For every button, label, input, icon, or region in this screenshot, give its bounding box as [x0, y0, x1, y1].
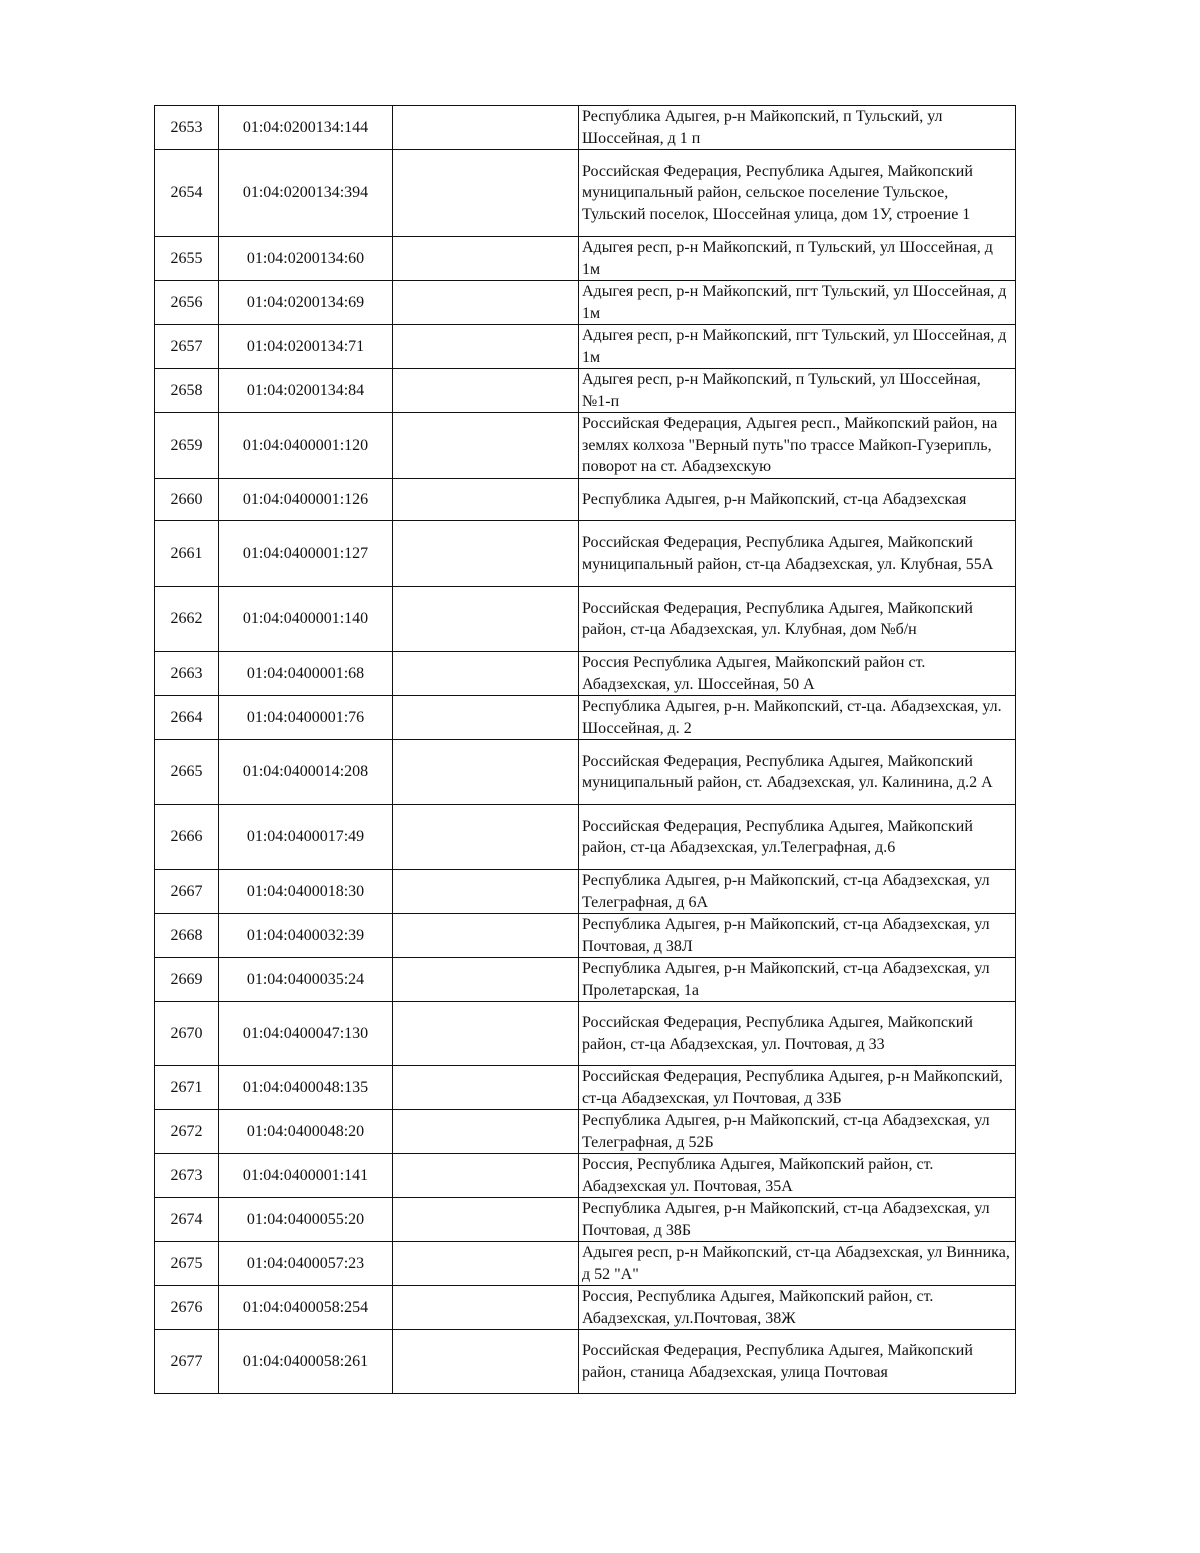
table-row	[155, 413, 1016, 479]
address-text: Республика Адыгея, р-н Майкопский, ст-ца Абадзехская	[582, 490, 967, 508]
empty-cell	[393, 1330, 579, 1394]
row-number-text: 2667	[170, 882, 203, 900]
address-text: Российская Федерация, Республика Адыгея, Майкопский район, станица Абадзехская, улица Почтовая	[582, 1342, 973, 1381]
table-row	[155, 479, 1016, 521]
cadastral-number-text: 01:04:0200134:394	[242, 184, 369, 202]
row-number-text: 2671	[170, 1078, 203, 1096]
row-number-cell	[155, 1198, 219, 1242]
empty-cell	[393, 805, 579, 870]
row-number-text: 2657	[170, 337, 203, 355]
cadastral-number-cell	[219, 281, 393, 325]
empty-cell	[393, 914, 579, 958]
table-row	[155, 1330, 1016, 1394]
row-number-text: 2663	[170, 664, 203, 682]
address-text: Республика Адыгея, р-н Майкопский, ст-ца Абадзехская, ул Почтовая, д 38Л	[582, 916, 990, 955]
cadastral-number-cell	[219, 958, 393, 1002]
address-cell	[579, 1066, 1016, 1110]
cadastral-number-text: 01:04:0200134:144	[242, 118, 369, 136]
address-cell	[579, 958, 1016, 1002]
empty-cell	[393, 958, 579, 1002]
address-cell	[579, 150, 1016, 237]
cadastral-number-text: 01:04:0400017:49	[246, 828, 365, 846]
table-row	[155, 587, 1016, 652]
address-cell	[579, 1154, 1016, 1198]
row-number-text: 2677	[170, 1352, 203, 1370]
address-cell	[579, 325, 1016, 369]
table-row	[155, 958, 1016, 1002]
row-number-text: 2675	[170, 1254, 203, 1272]
address-cell	[579, 587, 1016, 652]
row-number-cell	[155, 1110, 219, 1154]
cadastral-number-text: 01:04:0400057:23	[246, 1254, 365, 1272]
table-row	[155, 150, 1016, 237]
cadastral-number-text: 01:04:0400055:20	[246, 1210, 365, 1228]
row-number-text: 2653	[170, 118, 203, 136]
row-number-cell	[155, 281, 219, 325]
empty-cell	[393, 479, 579, 521]
cadastral-number-text: 01:04:0200134:69	[246, 293, 365, 311]
cadastral-number-cell	[219, 587, 393, 652]
cadastral-number-text: 01:04:0400001:68	[246, 664, 365, 682]
table-row	[155, 1198, 1016, 1242]
cadastral-number-text: 01:04:0400001:141	[242, 1166, 369, 1184]
row-number-text: 2659	[170, 436, 203, 454]
address-text: Республика Адыгея, р-н Майкопский, ст-ца Абадзехская, ул Телеграфная, д 6А	[582, 872, 990, 911]
empty-cell	[393, 281, 579, 325]
cadastral-number-text: 01:04:0400014:208	[242, 763, 369, 781]
row-number-text: 2656	[170, 293, 203, 311]
cadastral-number-cell	[219, 150, 393, 237]
address-text: Российская Федерация, Республика Адыгея, Майкопский муниципальный район, ст. Абадзехская, ул. Калинина, д.2 А	[582, 752, 993, 791]
cadastral-number-text: 01:04:0400018:30	[246, 882, 365, 900]
empty-cell	[393, 1002, 579, 1066]
cadastral-number-text: 01:04:0400058:261	[242, 1352, 369, 1370]
row-number-text: 2662	[170, 610, 203, 628]
cadastral-number-cell	[219, 106, 393, 150]
row-number-cell	[155, 106, 219, 150]
row-number-cell	[155, 1330, 219, 1394]
table-row	[155, 1066, 1016, 1110]
address-cell	[579, 413, 1016, 479]
table-row	[155, 1154, 1016, 1198]
row-number-cell	[155, 870, 219, 914]
address-text: Россия Республика Адыгея, Майкопский район ст. Абадзехская, ул. Шоссейная, 50 А	[582, 654, 926, 693]
cadastral-number-cell	[219, 652, 393, 696]
empty-cell	[393, 1066, 579, 1110]
cadastral-number-cell	[219, 1110, 393, 1154]
table-row	[155, 1286, 1016, 1330]
table-row	[155, 237, 1016, 281]
table-row	[155, 870, 1016, 914]
empty-cell	[393, 237, 579, 281]
cadastral-number-cell	[219, 1154, 393, 1198]
empty-cell	[393, 652, 579, 696]
empty-cell	[393, 150, 579, 237]
cadastral-number-cell	[219, 914, 393, 958]
cadastral-number-cell	[219, 740, 393, 805]
cadastral-number-text: 01:04:0400048:135	[242, 1078, 369, 1096]
row-number-cell	[155, 413, 219, 479]
address-text: Республика Адыгея, р-н Майкопский, ст-ца Абадзехская, ул Телеграфная, д 52Б	[582, 1112, 990, 1151]
address-cell	[579, 106, 1016, 150]
address-text: Адыгея респ, р-н Майкопский, пгт Тульский, ул Шоссейная, д 1м	[582, 327, 1007, 366]
cadastral-number-text: 01:04:0400001:120	[242, 436, 369, 454]
cadastral-number-text: 01:04:0400032:39	[246, 926, 365, 944]
address-cell	[579, 521, 1016, 587]
row-number-text: 2676	[170, 1298, 203, 1316]
row-number-cell	[155, 740, 219, 805]
cadastral-number-text: 01:04:0400001:126	[242, 490, 369, 508]
empty-cell	[393, 1154, 579, 1198]
cadastral-number-cell	[219, 1002, 393, 1066]
cadastral-number-text: 01:04:0400001:140	[242, 610, 369, 628]
cadastral-number-text: 01:04:0200134:84	[246, 381, 365, 399]
table-row	[155, 740, 1016, 805]
row-number-text: 2661	[170, 544, 203, 562]
empty-cell	[393, 106, 579, 150]
table-row	[155, 281, 1016, 325]
address-text: Российская Федерация, Республика Адыгея, Майкопский район, ст-ца Абадзехская, ул.Телеграфная, д.6	[582, 817, 973, 856]
empty-cell	[393, 870, 579, 914]
table-row	[155, 369, 1016, 413]
address-text: Российская Федерация, Республика Адыгея, Майкопский район, ст-ца Абадзехская, ул. Почтовая, д 33	[582, 1014, 973, 1053]
row-number-cell	[155, 237, 219, 281]
empty-cell	[393, 521, 579, 587]
cadastral-number-cell	[219, 413, 393, 479]
row-number-cell	[155, 805, 219, 870]
address-text: Российская Федерация, Адыгея респ., Майкопский район, на землях колхоза "Верный путь"по трассе Майкоп-Гузерипль, поворот на ст. Абадзехскую	[582, 415, 998, 476]
address-cell	[579, 1002, 1016, 1066]
row-number-text: 2670	[170, 1024, 203, 1042]
address-cell	[579, 281, 1016, 325]
table-row	[155, 1110, 1016, 1154]
address-cell	[579, 1330, 1016, 1394]
table-row	[155, 325, 1016, 369]
row-number-cell	[155, 1002, 219, 1066]
table-row	[155, 521, 1016, 587]
row-number-cell	[155, 652, 219, 696]
row-number-cell	[155, 325, 219, 369]
row-number-text: 2654	[170, 184, 203, 202]
address-cell	[579, 237, 1016, 281]
row-number-text: 2666	[170, 828, 203, 846]
address-cell	[579, 914, 1016, 958]
address-text: Адыгея респ, р-н Майкопский, ст-ца Абадзехская, ул Винника, д 52 "А"	[582, 1244, 1010, 1283]
empty-cell	[393, 1110, 579, 1154]
row-number-text: 2673	[170, 1166, 203, 1184]
cadastral-number-cell	[219, 369, 393, 413]
row-number-text: 2672	[170, 1122, 203, 1140]
address-cell	[579, 1110, 1016, 1154]
row-number-text: 2669	[170, 970, 203, 988]
address-text: Адыгея респ, р-н Майкопский, п Тульский, ул Шоссейная, №1-п	[582, 371, 981, 410]
address-cell	[579, 479, 1016, 521]
empty-cell	[393, 1198, 579, 1242]
empty-cell	[393, 325, 579, 369]
address-text: Республика Адыгея, р-н. Майкопский, ст-ца. Абадзехская, ул. Шоссейная, д. 2	[582, 698, 1002, 737]
row-number-cell	[155, 696, 219, 740]
address-text: Российская Федерация, Республика Адыгея, Майкопский муниципальный район, сельское поселение Тульское, Тульский поселок, Шоссейная улица, дом 1У, строение 1	[582, 162, 973, 223]
row-number-text: 2674	[170, 1210, 203, 1228]
table-row	[155, 652, 1016, 696]
cadastral-number-cell	[219, 1198, 393, 1242]
cadastral-number-cell	[219, 696, 393, 740]
cadastral-number-text: 01:04:0400048:20	[246, 1122, 365, 1140]
address-text: Республика Адыгея, р-н Майкопский, ст-ца Абадзехская, ул Почтовая, д 38Б	[582, 1200, 990, 1239]
table-row	[155, 914, 1016, 958]
row-number-cell	[155, 150, 219, 237]
address-text: Россия, Республика Адыгея, Майкопский район, ст. Абадзехская ул. Почтовая, 35А	[582, 1156, 934, 1195]
cadastral-number-text: 01:04:0400035:24	[246, 970, 365, 988]
row-number-cell	[155, 1286, 219, 1330]
address-text: Российская Федерация, Республика Адыгея, р-н Майкопский, ст-ца Абадзехская, ул Почтовая, д 33Б	[582, 1068, 1003, 1107]
table-row	[155, 106, 1016, 150]
empty-cell	[393, 740, 579, 805]
cadastral-number-cell	[219, 1242, 393, 1286]
cadastral-number-cell	[219, 325, 393, 369]
table-row	[155, 1002, 1016, 1066]
address-cell	[579, 696, 1016, 740]
address-text: Республика Адыгея, р-н Майкопский, ст-ца Абадзехская, ул Пролетарская, 1а	[582, 960, 990, 999]
cadastral-number-cell	[219, 521, 393, 587]
address-cell	[579, 652, 1016, 696]
cadastral-number-text: 01:04:0200134:60	[246, 249, 365, 267]
address-cell	[579, 1286, 1016, 1330]
row-number-cell	[155, 521, 219, 587]
cadastral-number-text: 01:04:0400058:254	[242, 1298, 369, 1316]
cadastral-number-cell	[219, 870, 393, 914]
empty-cell	[393, 696, 579, 740]
row-number-cell	[155, 369, 219, 413]
registry-table-body	[155, 106, 1016, 1394]
row-number-text: 2664	[170, 708, 203, 726]
row-number-cell	[155, 1154, 219, 1198]
row-number-cell	[155, 587, 219, 652]
table-row	[155, 805, 1016, 870]
address-cell	[579, 870, 1016, 914]
empty-cell	[393, 1286, 579, 1330]
cadastral-number-cell	[219, 479, 393, 521]
cadastral-number-cell	[219, 805, 393, 870]
row-number-cell	[155, 479, 219, 521]
row-number-text: 2665	[170, 763, 203, 781]
address-text: Республика Адыгея, р-н Майкопский, п Тульский, ул Шоссейная, д 1 п	[582, 108, 943, 147]
address-text: Российская Федерация, Республика Адыгея, Майкопский муниципальный район, ст-ца Абадзехская, ул. Клубная, 55А	[582, 534, 994, 573]
empty-cell	[393, 587, 579, 652]
address-text: Адыгея респ, р-н Майкопский, пгт Тульский, ул Шоссейная, д 1м	[582, 283, 1007, 322]
row-number-text: 2668	[170, 926, 203, 944]
table-row	[155, 1242, 1016, 1286]
table-row	[155, 696, 1016, 740]
row-number-text: 2658	[170, 381, 203, 399]
row-number-text: 2660	[170, 490, 203, 508]
address-text: Россия, Республика Адыгея, Майкопский район, ст. Абадзехская, ул.Почтовая, 38Ж	[582, 1288, 934, 1327]
address-cell	[579, 369, 1016, 413]
registry-table	[154, 105, 1016, 1394]
cadastral-number-cell	[219, 1066, 393, 1110]
empty-cell	[393, 413, 579, 479]
cadastral-number-text: 01:04:0200134:71	[246, 337, 365, 355]
row-number-cell	[155, 914, 219, 958]
address-cell	[579, 805, 1016, 870]
row-number-text: 2655	[170, 249, 203, 267]
address-text: Адыгея респ, р-н Майкопский, п Тульский, ул Шоссейная, д 1м	[582, 239, 993, 278]
address-cell	[579, 1242, 1016, 1286]
empty-cell	[393, 1242, 579, 1286]
cadastral-number-text: 01:04:0400047:130	[242, 1024, 369, 1042]
address-cell	[579, 740, 1016, 805]
row-number-cell	[155, 958, 219, 1002]
empty-cell	[393, 369, 579, 413]
address-text: Российская Федерация, Республика Адыгея, Майкопский район, ст-ца Абадзехская, ул. Клубная, дом №б/н	[582, 599, 973, 638]
cadastral-number-text: 01:04:0400001:127	[242, 544, 369, 562]
address-cell	[579, 1198, 1016, 1242]
cadastral-number-cell	[219, 1286, 393, 1330]
cadastral-number-cell	[219, 237, 393, 281]
cadastral-number-cell	[219, 1330, 393, 1394]
row-number-cell	[155, 1066, 219, 1110]
cadastral-number-text: 01:04:0400001:76	[246, 708, 365, 726]
row-number-cell	[155, 1242, 219, 1286]
